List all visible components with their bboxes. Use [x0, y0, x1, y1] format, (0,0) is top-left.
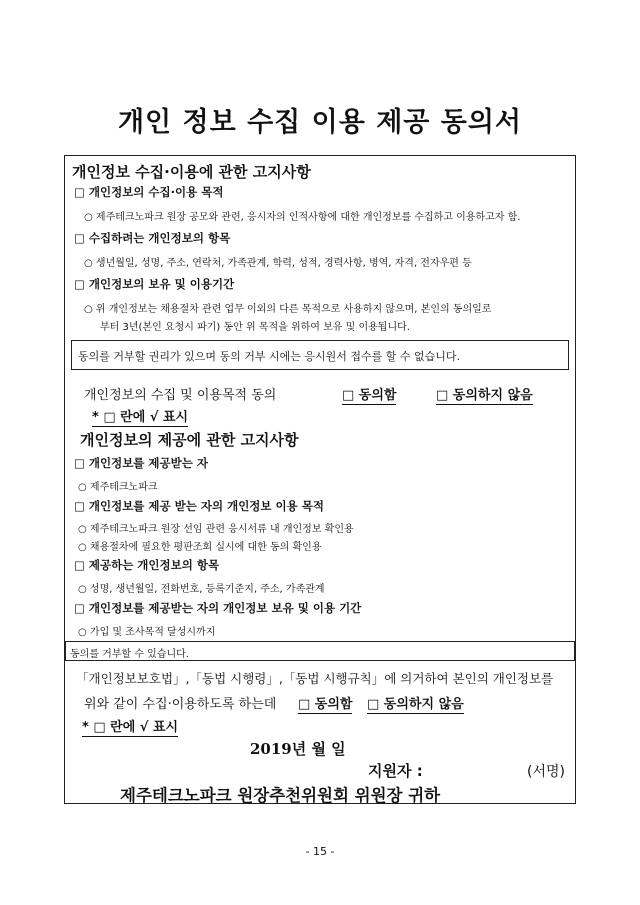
closing-disagree-checkbox[interactable]: □ 동의하지 않음	[367, 693, 464, 714]
section2-items-text: ○ 성명, 생년월일, 전화번호, 등록기준지, 주소, 가족관계	[78, 584, 325, 595]
section2-period-heading: □ 개인정보를 제공받는 자의 개인정보 보유 및 이용 기간	[74, 601, 362, 615]
section1-period-text-2: 부터 3년(본인 요청시 파기) 동안 위 목적을 위하여 보유 및 이용됩니다.	[100, 322, 410, 333]
section1-items-heading: □ 수집하려는 개인정보의 항목	[74, 231, 231, 245]
closing-agree-checkbox[interactable]: □ 동의함	[298, 693, 352, 714]
section1-period-heading: □ 개인정보의 보유 및 이용기간	[74, 277, 235, 291]
section1-items-text: ○ 생년월일, 성명, 주소, 연락처, 가족관계, 학력, 성적, 경력사항, 병역, 자격, 전자우편 등	[84, 258, 472, 269]
section1-disagree-checkbox[interactable]: □ 동의하지 않음	[436, 384, 533, 405]
section1-purpose-text: ○ 제주테크노파크 원장 공모와 관련, 응시자의 인적사항에 대한 개인정보를 수집하고 이용하고자 함.	[84, 212, 521, 223]
closing-statement-line2: 위와 같이 수집·이용하도록 하는데	[84, 697, 277, 712]
document-title: 개인 정보 수집 이용 제공 동의서	[117, 107, 523, 138]
section1-consent-label: 개인정보의 수집 및 이용목적 동의	[84, 388, 277, 403]
section2-refuse-notice: 동의를 거부할 수 있습니다.	[70, 649, 189, 660]
section1-heading: 개인정보 수집·이용에 관한 고지사항	[72, 163, 311, 181]
section2-recipient-heading: □ 개인정보를 제공받는 자	[74, 456, 208, 470]
closing-statement-line1: 「개인정보보호법」,「동법 시행령」,「동법 시행규칙」에 의거하여 본인의 개인정보를	[76, 671, 554, 686]
page-number: - 15 -	[305, 845, 335, 858]
section1-agree-checkbox[interactable]: □ 동의함	[342, 384, 396, 405]
section2-purpose-heading: □ 개인정보를 제공 받는 자의 개인정보 이용 목적	[74, 499, 324, 513]
section1-purpose-heading: □ 개인정보의 수집·이용 목적	[74, 185, 224, 199]
section2-items-heading: □ 제공하는 개인정보의 항목	[74, 558, 220, 572]
section2-period-text: ○ 가입 및 조사목적 달성시까지	[78, 627, 216, 638]
date-line: 2019년 월 일	[250, 740, 346, 758]
section1-mark-note: * □ 란에 √ 표시	[92, 406, 188, 427]
applicant-label: 지원자 :	[368, 762, 423, 780]
section2-purpose-text-1: ○ 제주테크노파크 원장 선임 관련 응시서류 내 개인정보 확인용	[78, 524, 354, 535]
section1-period-text-1: ○ 위 개인정보는 채용절차 관련 업무 이외의 다른 목적으로 사용하지 않으며, 본인의 동의일로	[84, 304, 492, 315]
signature-label: (서명)	[527, 764, 565, 780]
section2-heading: 개인정보의 제공에 관한 고지사항	[80, 431, 299, 449]
addressee-line: 제주테크노파크 원장추천위원회 위원장 귀하	[120, 786, 441, 805]
closing-mark-note: * □ 란에 √ 표시	[82, 716, 178, 737]
section1-refuse-notice: 동의를 거부할 권리가 있으며 동의 거부 시에는 응시원서 접수를 할 수 없습니다.	[78, 350, 460, 363]
section2-recipient-text: ○ 제주테크노파크	[78, 482, 158, 493]
section2-purpose-text-2: ○ 채용절차에 필요한 평판조회 실시에 대한 동의 확인용	[78, 542, 322, 553]
